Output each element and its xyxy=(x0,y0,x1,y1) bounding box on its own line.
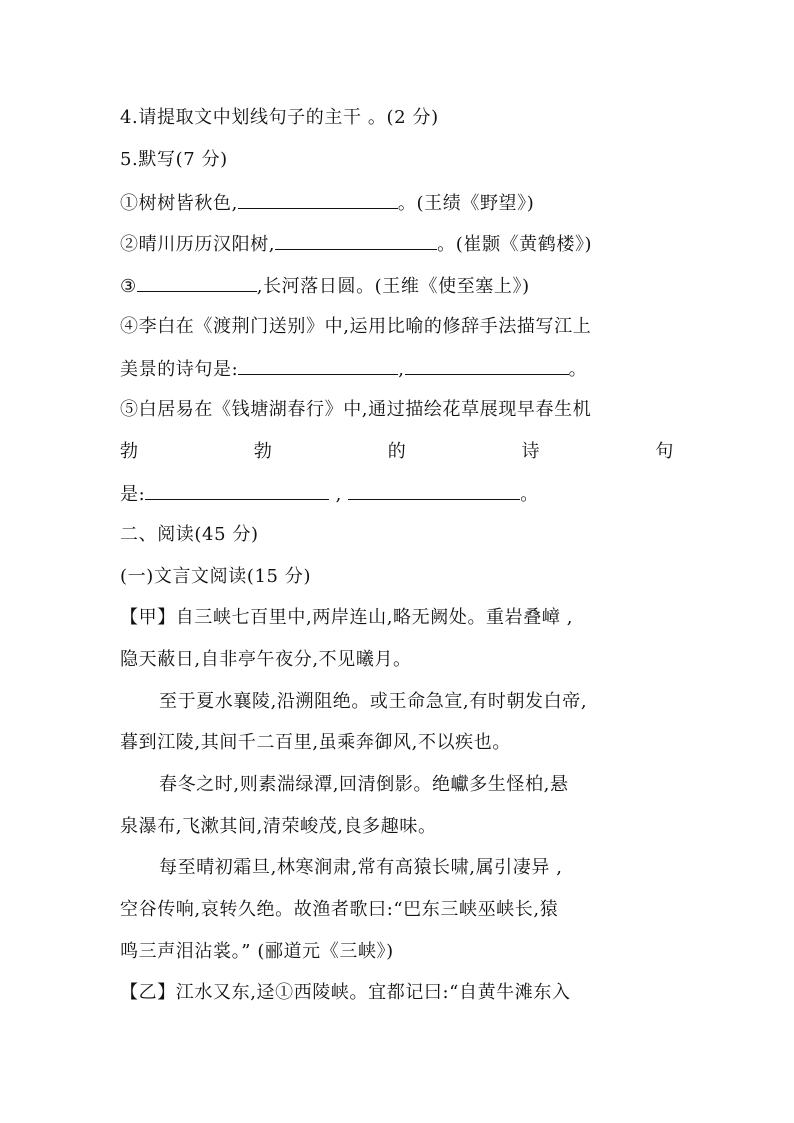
passage-jia-line: 泉瀑布,飞漱其间,清荣峻茂,良多趣味。 xyxy=(120,816,437,837)
answer-blank[interactable] xyxy=(238,356,398,375)
dictation-item-5-line1: ⑤白居易在《钱塘湖春行》中,通过描绘花草展现早春生机 xyxy=(120,399,592,420)
dictation-item-4-line1: ④李白在《渡荆门送别》中,运用比喻的修辞手法描写江上 xyxy=(120,316,592,337)
dictation-item-5-line2: 勃 勃 的 诗 句 xyxy=(120,441,674,462)
passage-jia-line: 每至晴初霜旦,林寒涧肃,常有高猿长啸,属引凄异 , xyxy=(159,857,563,878)
dictation-item-3: ③ ,长河落日圆。(王维《使至塞上》) xyxy=(120,273,674,299)
subsection-1-heading: (一)文言文阅读(15 分) xyxy=(120,566,312,587)
answer-blank[interactable] xyxy=(275,231,437,250)
passage-jia-line: 暮到江陵,其间千二百里,虽乘奔御风,不以疾也。 xyxy=(120,732,511,753)
passage-jia-line: 【甲】自三峡七百里中,两岸连山,略无阙处。重岩叠嶂 , xyxy=(120,607,574,628)
passage-jia-line: 至于夏水襄陵,沿溯阻绝。或王命急宣,有时朝发白帝, xyxy=(159,691,588,712)
dictation-item-4-line2: 美景的诗句是: , 。 xyxy=(120,356,674,382)
question-5-title: 5.默写(7 分) xyxy=(120,149,228,170)
answer-blank[interactable] xyxy=(145,481,329,500)
passage-yi-line: 【乙】江水又东,迳①西陵峡。宜都记曰:“自黄牛滩东入 xyxy=(120,982,571,1003)
answer-blank[interactable] xyxy=(137,273,257,292)
dictation-item-5-line3: 是: , 。 xyxy=(120,481,674,507)
question-4: 4.请提取文中划线句子的主干 。(2 分) xyxy=(120,107,439,128)
dictation-item-2: ②晴川历历汉阳树, 。(崔颢《黄鹤楼》) xyxy=(120,231,674,257)
answer-blank[interactable] xyxy=(405,356,569,375)
passage-jia-line: 空谷传响,哀转久绝。故渔者歌曰:“巴东三峡巫峡长,猿 xyxy=(120,899,559,920)
answer-blank[interactable] xyxy=(238,190,398,209)
answer-blank[interactable] xyxy=(348,481,520,500)
passage-jia-line: 隐天蔽日,自非亭午夜分,不见曦月。 xyxy=(120,649,412,670)
passage-jia-line: 春冬之时,则素湍绿潭,回清倒影。绝巘多生怪柏,悬 xyxy=(159,774,569,795)
dictation-item-1: ①树树皆秋色, 。(王绩《野望》) xyxy=(120,190,674,216)
section-2-heading: 二、阅读(45 分) xyxy=(120,524,259,545)
passage-jia-line: 鸣三声泪沾裳。” (郦道元《三峡》) xyxy=(120,941,394,962)
